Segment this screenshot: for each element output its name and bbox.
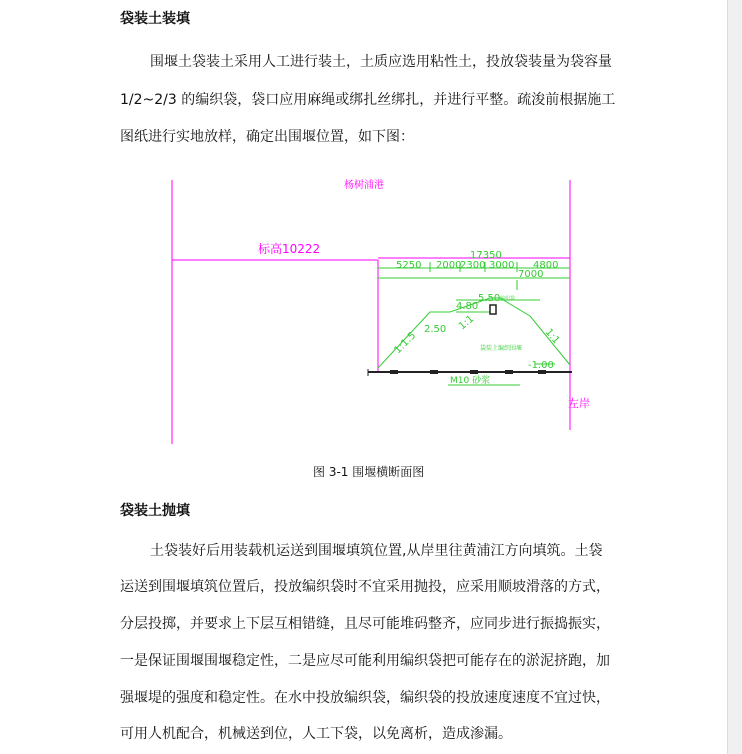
sandbag [390,370,398,374]
paragraph-line: 一是保证围堰围堰稳定性，二是应尽可能利用编织袋把可能存在的淤泥挤跑，加 [120,653,610,669]
dimension-total: 17350 [470,250,502,261]
dimension-label: 2000 [436,260,462,271]
paragraph-line: 运送到围堰填筑位置后，投放编织袋时不宜采用抛投，应采用顺坡滑落的方式， [120,579,610,595]
center-note: 袋装土编织围堰 [480,345,523,352]
bag-marker [490,305,496,314]
section-heading-bag-filling: 袋装土装填 [120,11,190,27]
slope-inner-left: 1:1 [456,313,477,333]
elevation-base: -1.00 [528,360,554,371]
paragraph-line: 土袋装好后用装载机运送到围堰填筑位置,从岸里往黄浦江方向填筑。土袋 [150,543,603,559]
dimension-label: 5250 [396,260,422,271]
bottom-note: M10 砂浆 [450,376,491,386]
sandbag [505,370,513,374]
elevation-berm: 4.80 [456,301,479,312]
elevation-mid: 2.50 [424,324,447,335]
paragraph-line: 分层投掷，并要求上下层互相错缝，且尽可能堆码整齐，应同步进行振捣振实， [120,616,610,632]
dimension-label: 2300 [460,260,486,271]
paragraph-line: 围堰土袋装土采用人工进行装土，土质应选用粘性土，投放袋装量为袋容量 [150,54,612,70]
paragraph-line: 1/2~2/3 的编织袋，袋口应用麻绳或绑扎丝绑扎，并进行平整。疏浚前根据施工 [120,92,616,108]
sandbag [430,370,438,374]
left-level-label: 标高10222 [258,242,321,256]
section-heading-bag-placement: 袋装土抛填 [120,503,190,519]
peak-note: 编织袋 [500,296,516,302]
slope-outer-left: 1:1.5 [392,330,419,357]
slope-right: 1:1 [542,326,562,347]
top-name-label: 杨树浦港 [344,180,384,191]
paragraph-line: 强堰堤的强度和稳定性。在水中投放编织袋，编织袋的投放速度速度不宜过快， [120,690,610,706]
paragraph-line: 图纸进行实地放样，确定出围堰位置，如下图： [120,129,414,145]
dimension-label: 3000 [489,260,515,271]
elevation-top: 5.50 [478,293,501,304]
dimension-label: 4800 [533,260,559,271]
figure-caption: 图 3-1 围堰横断面图 [313,465,425,479]
paragraph-line: 可用人机配合，机械送到位，人工下袋，以免离析，造成渗漏。 [120,726,512,742]
dimension-label: 7000 [518,269,544,280]
scrollbar-track[interactable] [727,0,742,754]
sandbag [470,370,478,374]
right-bank-label: 左岸 [568,397,590,410]
